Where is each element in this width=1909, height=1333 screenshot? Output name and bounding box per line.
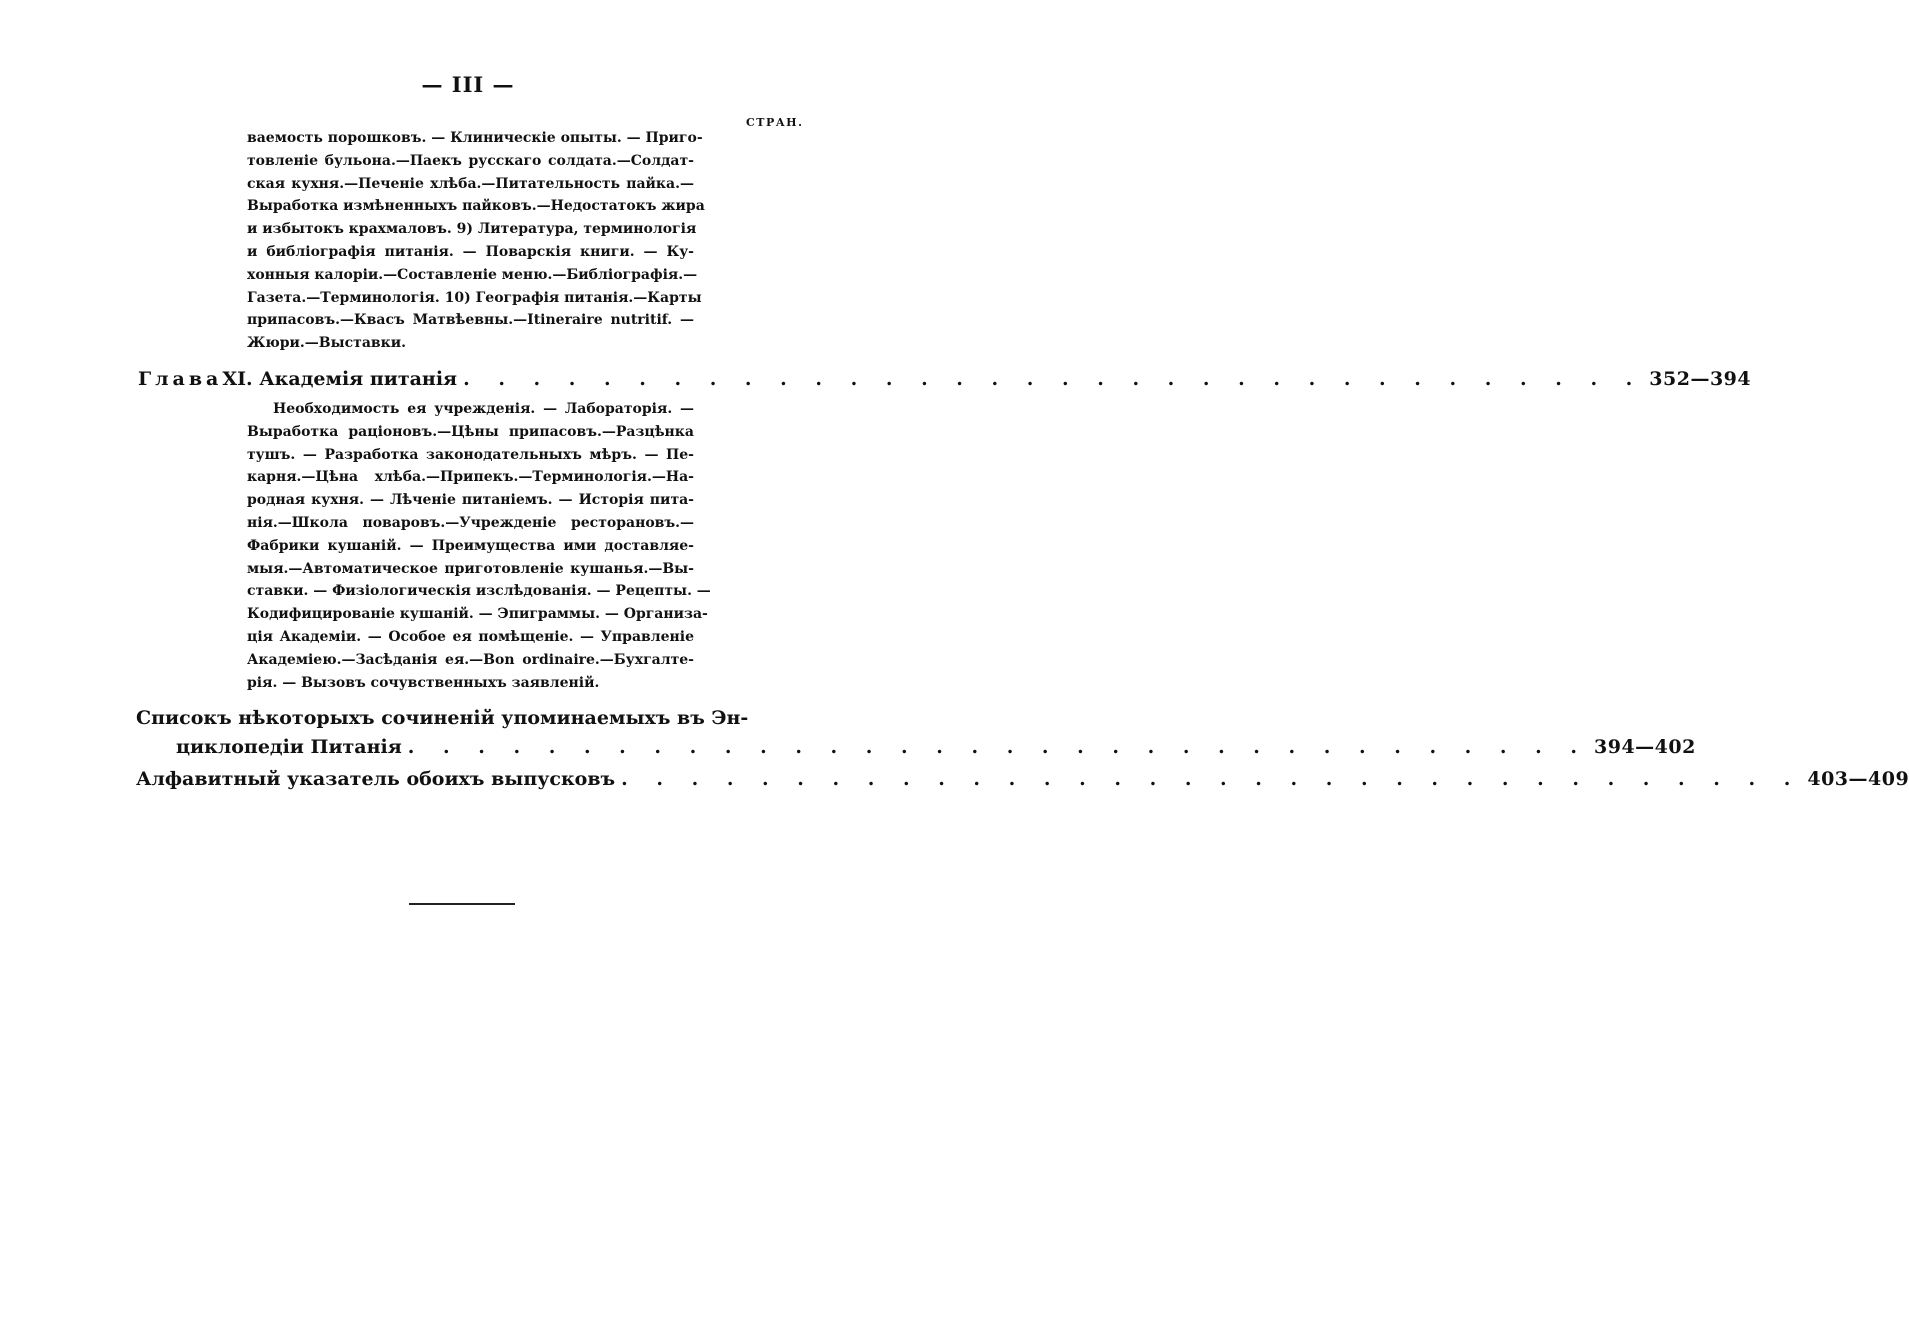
chapter-pages: 352—394: [1649, 368, 1752, 390]
end-rule-divider: [409, 903, 515, 905]
index-pages: 403—409: [1807, 768, 1909, 790]
dot-leader: . . . . . . . . . . . . . . . . . . . . . . . . . . . . . . . . . .: [407, 736, 1588, 758]
description-line: Фабрики кушаній. — Преимущества ими доставляе-: [247, 537, 694, 554]
description-line: припасовъ.—Квасъ Матвѣевны.—Itineraire nutritif. —: [247, 312, 694, 329]
chapter-label: Глава: [138, 368, 223, 390]
description-line: Академіею.—Засѣданія ея.—Bon ordinaire.—Бухгалте-: [247, 651, 694, 668]
description-line: ція Академіи. — Особое ея помѣщеніе. — Управленіе: [247, 628, 694, 645]
description-line: Кодифицированіе кушаній. — Эпиграммы. — Организа-: [247, 606, 708, 623]
index-title: Алфавитный указатель обоихъ выпусковъ: [136, 768, 616, 790]
bibliography-entry[interactable]: [176, 736, 1696, 758]
description-line: и библіографія питанія. — Поварскія книги. — Ку-: [247, 243, 694, 260]
description-line: товленіе бульона.—Паекъ русскаго солдата.—Солдат-: [247, 152, 694, 169]
chapter-xi-entry[interactable]: [138, 368, 1752, 390]
bibliography-entry-title[interactable]: Списокъ нѣкоторыхъ сочиненій упоминаемыхъ въ Эн-: [136, 707, 749, 729]
description-line: хонныя калоріи.—Составленіе меню.—Библіографія.—: [247, 266, 698, 283]
description-line: ская кухня.—Печеніе хлѣба.—Питательность пайка.—: [247, 175, 694, 192]
dot-leader: . . . . . . . . . . . . . . . . . . . . . . . . . . . . . . . . . .: [463, 368, 1644, 390]
bibliography-pages: 394—402: [1594, 736, 1696, 758]
description-line: ставки. — Физіологическія изслѣдованія. — Рецепты. —: [247, 583, 711, 600]
description-line: Необходимость ея учрежденія. — Лабораторія. —: [273, 401, 694, 417]
description-line: нія.—Школа поваровъ.—Учрежденіе ресторановъ.—: [247, 514, 694, 531]
description-line: тушъ. — Разработка законодательныхъ мѣръ. — Пе-: [247, 446, 694, 463]
description-line: Газета.—Терминологія. 10) Географія питанія.—Карты: [247, 289, 702, 306]
description-line: карня.—Цѣна хлѣба.—Припекъ.—Терминологія.—На-: [247, 469, 694, 486]
description-line: Жюри.—Выставки.: [247, 335, 407, 352]
description-line: и избытокъ крахмаловъ. 9) Литература, терминологія: [247, 221, 697, 238]
chapter-xi-description: [247, 398, 711, 694]
index-entry[interactable]: [136, 768, 1909, 790]
description-line: Выработка измѣненныхъ пайковъ.—Недостатокъ жира: [247, 198, 705, 215]
dot-leader: . . . . . . . . . . . . . . . . . . . . . . . . . . . . . . . . . .: [621, 768, 1802, 790]
bibliography-title-continued: циклопедіи Питанія: [176, 736, 402, 758]
page-number: — III —: [421, 72, 515, 97]
continuation-description: [247, 127, 705, 355]
description-line: рія. — Вызовъ сочувственныхъ заявленій.: [247, 674, 600, 691]
pages-column-label: СТРАН.: [746, 116, 804, 129]
chapter-title: XI. Академія питанія: [222, 368, 458, 390]
description-line: мыя.—Автоматическое приготовленіе кушанья.—Вы-: [247, 560, 694, 577]
description-line: родная кухня. — Лѣченіе питаніемъ. — Исторія пита-: [247, 492, 694, 509]
description-line: ваемость порошковъ. — Клиническіе опыты. — Приго-: [247, 130, 703, 146]
description-line: Выработка раціоновъ.—Цѣны припасовъ.—Разцѣнка: [247, 423, 694, 440]
